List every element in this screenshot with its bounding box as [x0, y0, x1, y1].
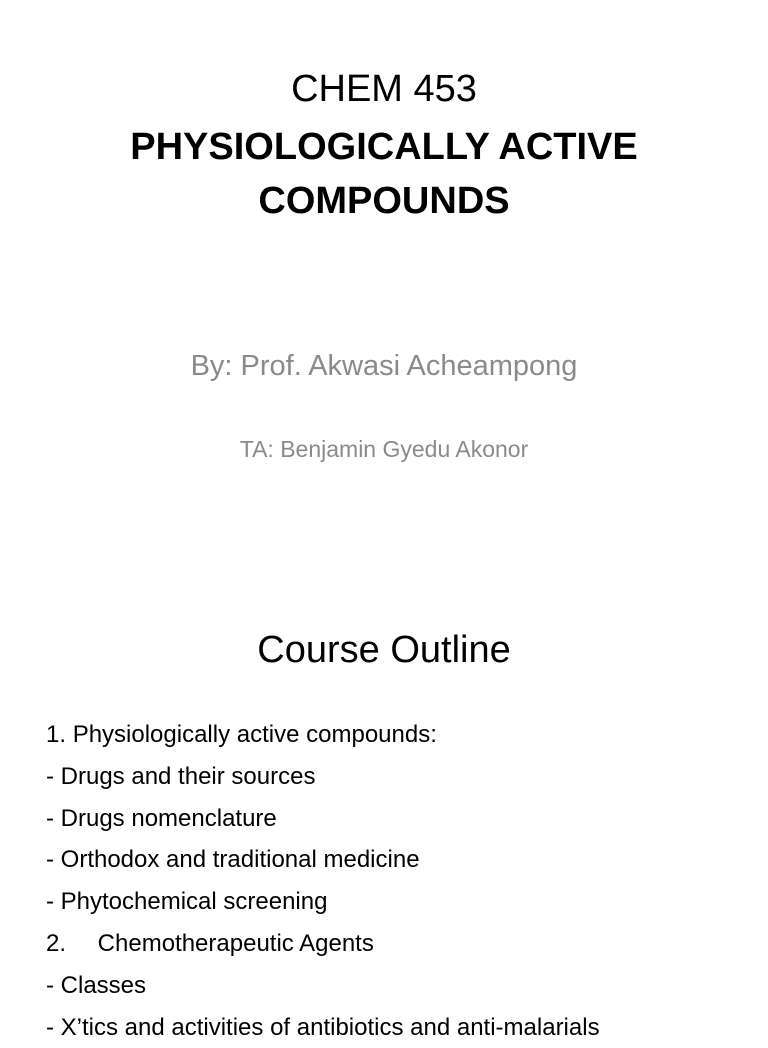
course-name-line-1: PHYSIOLOGICALLY ACTIVE	[130, 126, 638, 168]
author-line: By: Prof. Akwasi Acheampong	[190, 350, 578, 382]
outline-subitem: - X’tics and activities of antibiotics and anti-malarials	[46, 1013, 600, 1041]
outline-slide	[0, 576, 768, 1041]
outline-subitem: - Drugs and their sources	[46, 762, 316, 790]
outline-list	[46, 714, 600, 1048]
course-name-line-2: COMPOUNDS	[258, 180, 510, 222]
outline-subitem: - Phytochemical screening	[46, 888, 328, 916]
outline-subitem: - Drugs nomenclature	[46, 804, 277, 832]
outline-item-text: Chemotherapeutic Agents	[97, 929, 374, 957]
outline-item-2	[46, 923, 600, 965]
outline-subitem: - Classes	[46, 971, 147, 999]
outline-heading: Course Outline	[257, 629, 511, 671]
outline-item-number: 2.	[46, 929, 67, 957]
course-code: CHEM 453	[291, 68, 477, 110]
outline-item-1	[46, 714, 600, 756]
course-name	[0, 120, 768, 228]
outline-subitem: - Orthodox and traditional medicine	[46, 846, 420, 874]
outline-item-text: Physiologically active compounds:	[72, 721, 437, 748]
teaching-assistant-line: TA: Benjamin Gyedu Akonor	[239, 436, 529, 462]
outline-item-number: 1.	[46, 721, 67, 748]
